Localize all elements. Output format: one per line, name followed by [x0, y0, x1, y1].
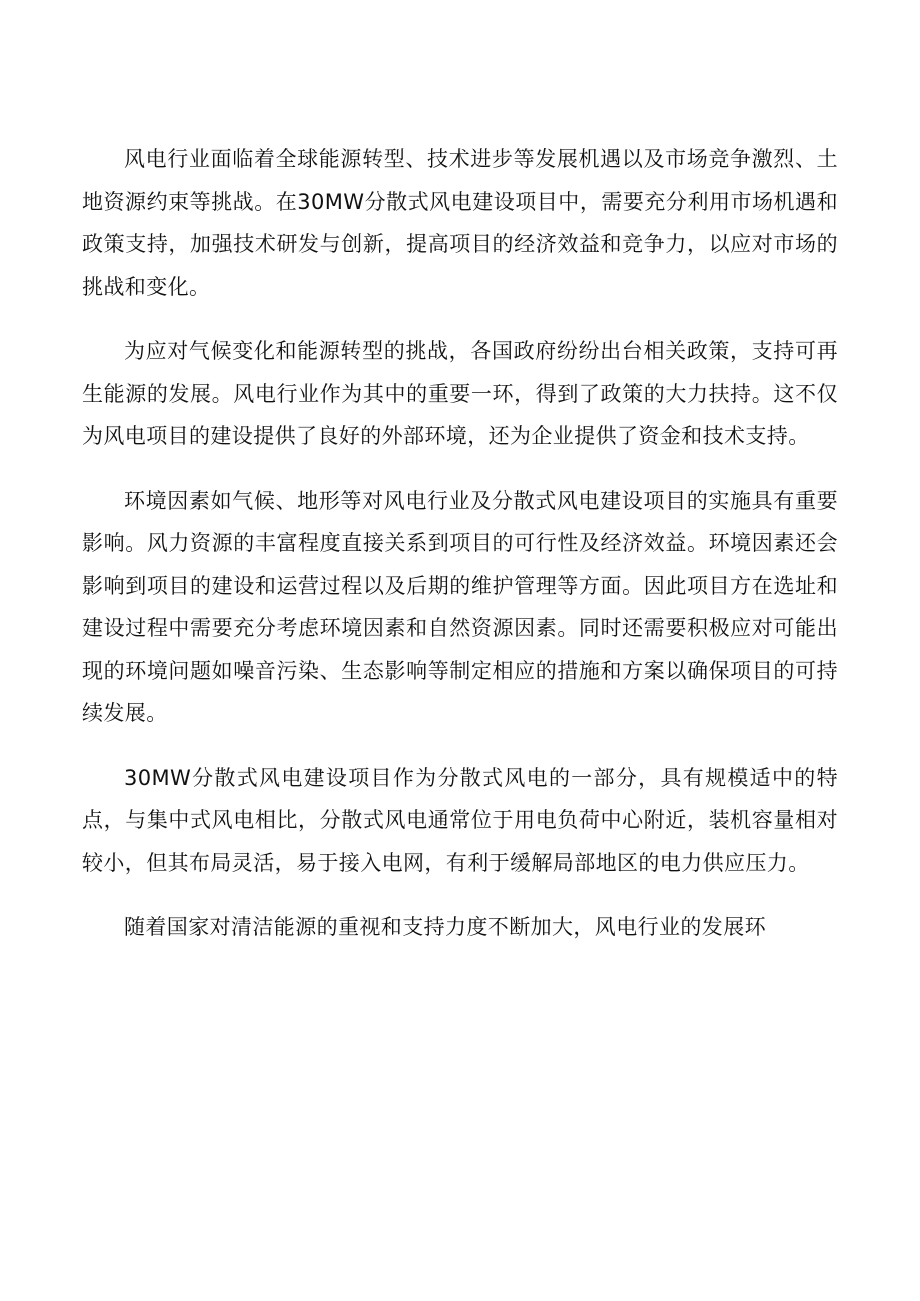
paragraph-policy-support: 为应对气候变化和能源转型的挑战，各国政府纷纷出台相关政策，支持可再生能源的发展。风电行业作为其中的重要一环，得到了政策的大力扶持。这不仅为风电项目的建设提供了良好的外部环境，还为企业提供了资金和技术支持。: [82, 339, 838, 448]
paragraph-project-features: 30MW分散式风电建设项目作为分散式风电的一部分，具有规模适中的特点，与集中式风电相比，分散式风电通常位于用电负荷中心附近，装机容量相对较小，但其布局灵活，易于接入电网，有利于缓解局部地区的电力供应压力。: [82, 765, 838, 875]
paragraph-market-challenges: 风电行业面临着全球能源转型、技术进步等发展机遇以及市场竞争激烈、土地资源约束等挑战。在30MW分散式风电建设项目中，需要充分利用市场机遇和政策支持，加强技术研发与创新，提高项目的经济效益和竞争力，以应对市场的挑战和变化。: [82, 147, 838, 299]
document-body: [82, 138, 838, 971]
paragraph-national-support: 随着国家对清洁能源的重视和支持力度不断加大，风电行业的发展环: [124, 915, 766, 939]
paragraph-environmental-factors: 环境因素如气候、地形等对风电行业及分散式风电建设项目的实施具有重要影响。风力资源的丰富程度直接关系到项目的可行性及经济效益。环境因素还会影响到项目的建设和运营过程以及后期的维护管理等方面。因此项目方在选址和建设过程中需要充分考虑环境因素和自然资源因素。同时还需要积极应对可能出现的环境问题如噪音污染、生态影响等制定相应的措施和方案以确保项目的可持续发展。: [82, 488, 838, 725]
